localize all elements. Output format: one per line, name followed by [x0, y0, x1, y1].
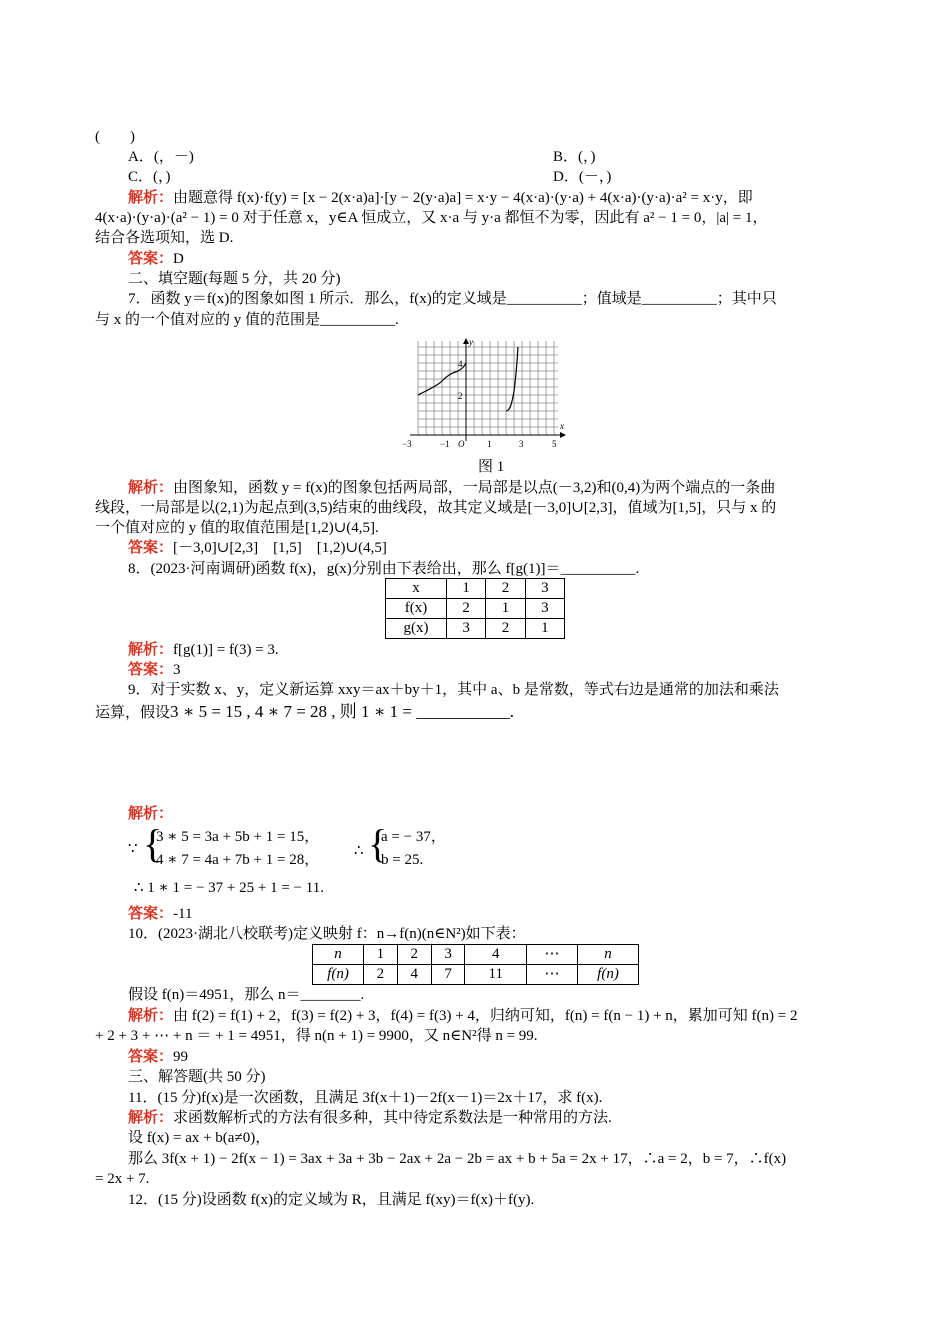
table-cell: x	[386, 579, 447, 599]
q9-solution-label: 解析：	[128, 806, 174, 822]
q10-answer-value: 99	[173, 1049, 189, 1065]
q10-answer-label: 答案：	[128, 1049, 174, 1065]
q10-solution-text1: 由 f(2) = f(1) + 2，f(3) = f(2) + 3，f(4) = f(3) + 4，归纳可知，f(n) = f(n − 1) + n，累加可知 f(n) = 2	[173, 1008, 798, 1024]
table-cell: 1	[525, 619, 564, 639]
table-cell: 2	[486, 619, 525, 639]
x-tick-3: 3	[519, 439, 524, 449]
q7-answer-label: 答案：	[128, 540, 174, 556]
q9-line2-text: 运算，假设	[95, 705, 171, 721]
q6-solution-line3: 结合各选项知，选 D.	[95, 230, 234, 246]
q9-answer-value: -11	[173, 906, 193, 922]
table-cell: 2	[486, 579, 525, 599]
table-cell: 3	[431, 945, 465, 965]
q7-solution-text1: 由图象知，函数 y = f(x)的图象包括两局部，一局部是以点(－3,2)和(0,4)为两个端点的一条曲	[173, 480, 776, 496]
option-a: A．(，－)	[128, 149, 194, 165]
q9-solution-label-line	[128, 804, 890, 824]
q6-solution-line1	[128, 188, 856, 208]
table-cell: 4	[465, 945, 527, 965]
table-cell: 4	[397, 965, 431, 985]
q6-answer-value: D	[173, 251, 184, 267]
table-cell: 2	[447, 599, 486, 619]
table-row	[313, 965, 639, 985]
table-cell: 11	[465, 965, 527, 985]
y-tick-4: 4	[458, 359, 463, 369]
q8-solution	[128, 640, 890, 660]
q9-line2	[95, 702, 857, 723]
table-cell: n	[313, 945, 364, 965]
q7-line1: 7．函数 y＝f(x)的图象如图 1 所示．那么，f(x)的定义域是__________；值域是__________；其中只	[128, 291, 777, 307]
q10-solution-label: 解析：	[128, 1008, 174, 1024]
q11-solution-text1: 求函数解析式的方法有很多种，其中待定系数法是一种常用的方法.	[173, 1110, 612, 1126]
q6-answer	[128, 249, 890, 269]
table-cell: 3	[525, 579, 564, 599]
origin-label: O	[458, 439, 465, 449]
table-cell: ⋯	[527, 945, 578, 965]
q11-line1: 11．(15 分)f(x)是一次函数，且满足 3f(x＋1)－2f(x－1)＝2x＋17，求 f(x).	[128, 1090, 603, 1106]
q9-therefore-symbol: ∴	[354, 843, 364, 859]
table-cell: g(x)	[386, 619, 447, 639]
q7-solution-label: 解析：	[128, 480, 174, 496]
table-cell: 1	[364, 945, 398, 965]
q11-solution-label: 解析：	[128, 1110, 174, 1126]
q9-equation-4: b = 25.	[381, 852, 424, 868]
section-2-heading: 二、填空题(每题 5 分，共 20 分)	[128, 271, 341, 287]
q7-solution-line2: 线段，一局部是以(2,1)为起点到(3,5)结束的曲线段，故其定义域是[－3,0]∪[2,3]，值域为[1,5]，只与 x 的	[95, 500, 777, 516]
table-cell: f(x)	[386, 599, 447, 619]
option-d: D．(－，)	[553, 169, 612, 185]
q8-answer-label: 答案：	[128, 662, 174, 678]
q9-equation-2: 4 ∗ 7 = 4a + 7b + 1 = 28，	[156, 852, 320, 868]
table-cell: f(n)	[578, 965, 639, 985]
q10-solution-line1	[128, 1006, 856, 1026]
table-row	[313, 945, 639, 965]
q7-answer	[128, 538, 890, 558]
x-tick-neg1: −1	[440, 439, 450, 449]
table-cell: n	[578, 945, 639, 965]
option-b: B．(，)	[553, 149, 596, 165]
q9-line2-formula: 3 ∗ 5 = 15 , 4 ∗ 7 = 28 , 则 1 ∗ 1 = ___________.	[170, 702, 514, 721]
q12-line1: 12．(15 分)设函数 f(x)的定义域为 R，且满足 f(xy)＝f(x)＋f(y).	[128, 1192, 535, 1208]
q11-solution-line1	[128, 1108, 890, 1128]
table-row	[386, 579, 565, 599]
q10-line2: 假设 f(n)＝4951，那么 n＝________.	[128, 987, 365, 1003]
q9-left-brace: {	[143, 821, 163, 866]
figure-1-graph	[400, 337, 575, 454]
x-tick-5: 5	[552, 439, 557, 449]
q8-line1: 8．(2023·河南调研)函数 f(x)，g(x)分别由下表给出，那么 f[g(1)]＝__________.	[128, 561, 640, 577]
q9-equation-3: a = − 37，	[381, 829, 446, 845]
x-tick-1: 1	[487, 439, 492, 449]
q6-answer-label: 答案：	[128, 251, 174, 267]
table-cell: ⋯	[527, 965, 578, 985]
q9-right-brace: {	[368, 821, 388, 866]
q9-answer-label: 答案：	[128, 906, 174, 922]
q6-solution-label: 解析：	[128, 190, 174, 206]
q10-solution-line2: + 2 + 3 + ⋯ + n ＝ + 1 = 4951，得 n(n + 1) = 9900，又 n∈N²得 n = 99.	[95, 1028, 538, 1044]
q7-solution-line3: 一个值对应的 y 值的取值范围是[1,2)∪(4,5].	[95, 520, 379, 536]
q8-answer	[128, 660, 890, 680]
q7-solution-line1	[128, 478, 856, 498]
table-row	[386, 619, 565, 639]
table-cell: 3	[525, 599, 564, 619]
y-tick-2: 2	[458, 391, 463, 401]
q9-equation-1: 3 ∗ 5 = 3a + 5b + 1 = 15，	[156, 829, 320, 845]
table-cell: 1	[447, 579, 486, 599]
table-cell: 2	[397, 945, 431, 965]
y-axis-label: y	[469, 337, 473, 347]
q6-solution-text1: 由题意得 f(x)·f(y) = [x − 2(x·a)a]·[y − 2(y·a)a] = x·y − 4(x·a)·(y·a) + 4(x·a)·(y·a)·a² = x·y，即	[173, 190, 753, 206]
q9-line1: 9．对于实数 x、y，定义新运算 xxy＝ax＋by＋1，其中 a、b 是常数，等式右边是通常的加法和乘法	[128, 682, 779, 698]
q7-line2: 与 x 的一个值对应的 y 值的范围是__________.	[95, 312, 399, 328]
q11-solution-line3: 那么 3f(x + 1) − 2f(x − 1) = 3ax + 3a + 3b − 2ax + 2a − 2b = ax + b + 5a = 2x + 17，∴a = 2，b = 7，∴f(x)	[128, 1151, 787, 1167]
q10-table	[312, 944, 639, 985]
q10-answer	[128, 1047, 890, 1067]
x-axis-label: x	[560, 421, 564, 431]
q9-answer	[128, 904, 890, 924]
option-c: C．(，)	[128, 169, 171, 185]
figure-1-caption: 图 1	[478, 459, 505, 475]
table-cell: f(n)	[313, 965, 364, 985]
x-tick-neg3: −3	[402, 439, 412, 449]
table-cell: 2	[364, 965, 398, 985]
table-cell: 3	[447, 619, 486, 639]
q9-result: ∴ 1 ∗ 1 = − 37 + 25 + 1 = − 11.	[134, 880, 324, 896]
q8-table	[385, 578, 565, 639]
q10-line1: 10．(2023·湖北八校联考)定义映射 f：n→f(n)(n∈N²)如下表：	[128, 926, 526, 942]
table-cell: 7	[431, 965, 465, 985]
table-cell: 1	[486, 599, 525, 619]
q11-solution-line4: = 2x + 7.	[95, 1171, 150, 1187]
q6-solution-line2: 4(x·a)·(y·a)·(a² − 1) = 0 对于任意 x，y∈A 恒成立，又 x·a 与 y·a 都恒不为零，因此有 a² − 1 = 0，|a| = 1，	[95, 210, 768, 226]
q11-solution-line2: 设 f(x) = ax + b(a≠0)，	[128, 1130, 271, 1146]
section-3-heading: 三、解答题(共 50 分)	[128, 1069, 266, 1085]
q9-because-symbol: ∵	[128, 841, 138, 857]
q8-solution-text: f[g(1)] = f(3) = 3.	[173, 642, 279, 658]
q8-solution-label: 解析：	[128, 642, 174, 658]
q7-answer-value: [－3,0]∪[2,3] [1,5] [1,2)∪(4,5]	[173, 540, 387, 556]
table-row	[386, 599, 565, 619]
paren-line: ( )	[95, 129, 135, 145]
q8-answer-value: 3	[173, 662, 181, 678]
